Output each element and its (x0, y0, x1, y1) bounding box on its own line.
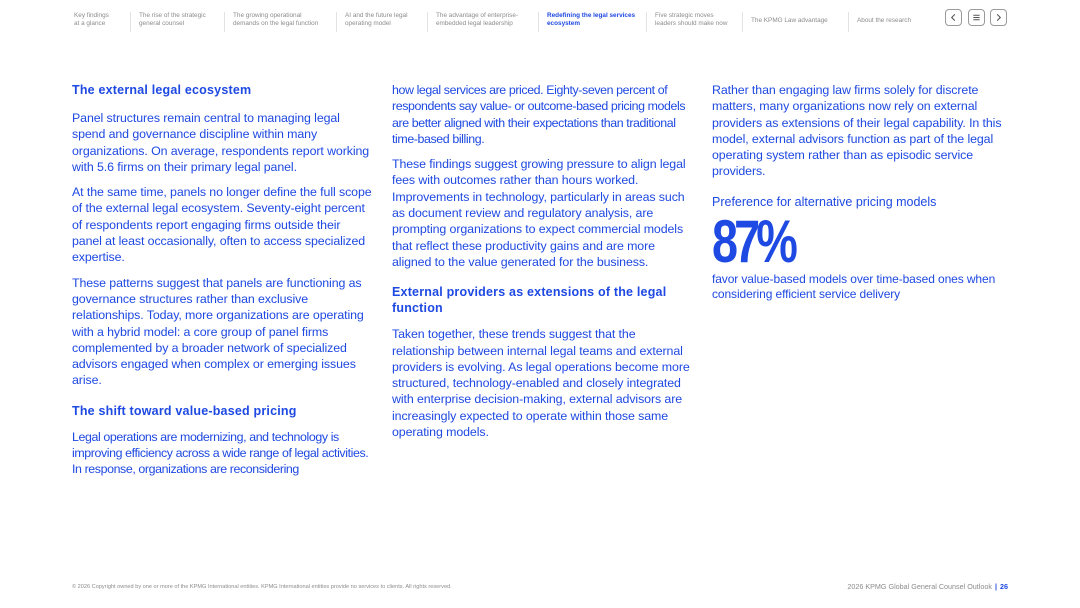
nav-item-label: The rise of the strategic general counsel (139, 12, 206, 27)
paragraph: These findings suggest growing pressure to align legal fees with outcomes rather than hours worked. Improvements in technology, particularly in areas such as document review and regulatory analysis, are prompting organizations to expect commercial models that reflect these productivity gains and are more aligned to the value generated for the business. (392, 157, 686, 269)
menu-button[interactable] (968, 9, 985, 26)
nav-item-legal-services-ecosystem[interactable] (538, 12, 635, 32)
copyright-notice: © 2026 Copyright owned by one or more of the KPMG International entities. KPMG International entities provide no services to clients. All rights reserved. (72, 584, 452, 590)
stat-title: Preference for alternative pricing models (712, 194, 937, 209)
paragraph: These patterns suggest that panels are functioning as governance structures rather than exclusive relationships. Today, more organizations are operating with a hybrid model: a core group of panel firms complemented by a broader network of specialized advisors engaged when complex or emerging issues arise. (72, 275, 364, 388)
nav-item-label: About the research (857, 17, 911, 24)
nav-item-enterprise-leadership[interactable] (427, 12, 518, 32)
next-page-button[interactable] (990, 9, 1007, 26)
chevron-right-icon (994, 13, 1003, 22)
heading-value-based-pricing: The shift toward value-based pricing (72, 403, 297, 418)
nav-item-about-research[interactable] (848, 12, 911, 32)
nav-item-label: AI and the future legal operating model (345, 12, 408, 27)
paragraph: At the same time, panels no longer define the full scope of the external legal ecosystem. Seventy-eight percent of respondents report engaging firms outside their panel at least occasionally, often to access specialized expertise. (72, 185, 372, 265)
footer-separator: | (994, 582, 997, 591)
top-navigation (66, 12, 1016, 34)
nav-item-label: The advantage of enterprise- embedded legal leadership (436, 12, 519, 27)
paragraph: Taken together, these trends suggest that the relationship between internal legal teams and external providers is evolving. As legal operations become more structured, technology-enabled and closely integrated with enterprise decision-making, external advisors are increasingly expected to operate within those same operating models. (392, 327, 690, 440)
menu-icon (972, 13, 981, 22)
stat-description: favor value-based models over time-based ones when considering efficient service delivery (712, 271, 996, 302)
heading-external-legal-ecosystem: The external legal ecosystem (72, 83, 252, 97)
paragraph: Panel structures remain central to managing legal spend and governance discipline within many organizations. On average, respondents report working with 5.6 firms on their primary legal panel. (72, 111, 370, 174)
nav-item-label: Redefining the legal services ecosystem (547, 12, 636, 27)
nav-item-label: The growing operational demands on the legal function (233, 12, 319, 27)
column-left (72, 82, 372, 487)
stat-value: 87% (712, 207, 794, 275)
paragraph: Legal operations are modernizing, and technology is improving efficiency across a wide range of legal activities. In response, organizations are reconsidering (72, 429, 369, 477)
paragraph: Rather than engaging law firms solely for discrete matters, many organizations now rely on external providers as extensions of their legal capability. In this model, external advisors function as part of the legal operating system rather than as episodic service providers. (712, 83, 1002, 179)
nav-item-label: Five strategic moves leaders should make now (655, 12, 728, 27)
chevron-left-icon (949, 13, 958, 22)
nav-item-label: Key findings at a glance (74, 12, 109, 27)
column-middle (392, 82, 692, 449)
page-number: 26 (1000, 582, 1008, 591)
heading-external-providers: External providers as extensions of the legal function (392, 285, 667, 316)
nav-item-ai-future[interactable] (336, 12, 408, 32)
nav-item-kpmg-law[interactable] (742, 12, 828, 32)
nav-item-key-findings[interactable] (66, 12, 109, 32)
prev-page-button[interactable] (945, 9, 962, 26)
nav-item-strategic-gc[interactable] (130, 12, 206, 32)
page-footer (847, 582, 1008, 591)
nav-item-label: The KPMG Law advantage (751, 17, 828, 24)
paragraph: how legal services are priced. Eighty-seven percent of respondents say value- or outcome-based pricing models are better aligned with their expectations than traditional time-based billing. (392, 83, 686, 146)
publication-title: 2026 KPMG Global General Counsel Outlook (847, 582, 992, 591)
column-right (712, 82, 1012, 303)
nav-item-strategic-moves[interactable] (646, 12, 727, 32)
nav-item-operational-demands[interactable] (224, 12, 318, 32)
